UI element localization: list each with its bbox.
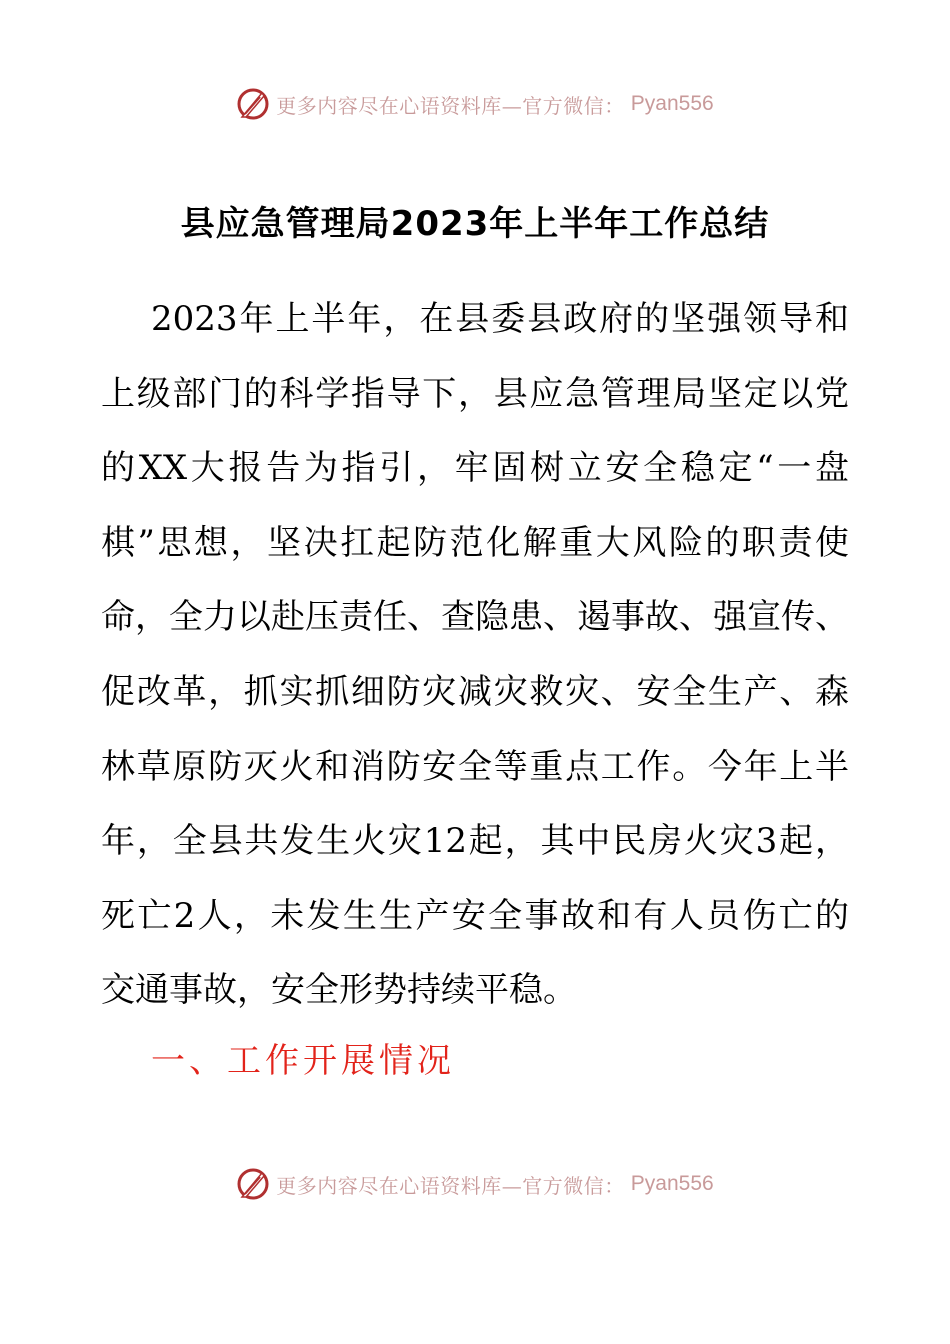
quill-pen-logo-icon bbox=[236, 1167, 270, 1201]
paragraph-line: 棋”思想，坚决扛起防范化解重大风险的职责使 bbox=[101, 522, 849, 563]
paragraph-line: 上级部门的科学指导下，县应急管理局坚定以党 bbox=[101, 373, 849, 414]
footer-watermark bbox=[0, 1164, 950, 1204]
header-watermark bbox=[0, 84, 950, 124]
watermark-wechat-id: Pyan556 bbox=[630, 1172, 714, 1195]
paragraph-line: 命，全力以赴压责任、查隐患、遏事故、强宣传、 bbox=[101, 597, 849, 638]
document-title: 县应急管理局2023年上半年工作总结 bbox=[180, 204, 770, 244]
paragraph-line: 促改革，抓实抓细防灾减灾救灾、安全生产、森 bbox=[101, 671, 849, 712]
quill-pen-logo-icon bbox=[236, 87, 270, 121]
body-paragraph bbox=[101, 282, 849, 1028]
paragraph-line: 交通事故，安全形势持续平稳。 bbox=[101, 970, 577, 1011]
paragraph-line: 年，全县共发生火灾12起，其中民房火灾3起， bbox=[101, 821, 849, 862]
paragraph-line: 2023年上半年，在县委县政府的坚强领导和 bbox=[151, 299, 849, 339]
section-heading: 一、工作开展情况 bbox=[151, 1041, 455, 1081]
watermark-text: 更多内容尽在心语资料库—官方微信： bbox=[276, 1173, 625, 1198]
paragraph-line: 死亡2人，未发生生产安全事故和有人员伤亡的 bbox=[101, 895, 849, 936]
watermark-wechat-id: Pyan556 bbox=[630, 92, 714, 115]
paragraph-line: 林草原防灭火和消防安全等重点工作。今年上半 bbox=[101, 746, 849, 787]
watermark-text: 更多内容尽在心语资料库—官方微信： bbox=[276, 93, 625, 118]
paragraph-line: 的XX大报告为指引，牢固树立安全稳定“一盘 bbox=[101, 448, 849, 489]
